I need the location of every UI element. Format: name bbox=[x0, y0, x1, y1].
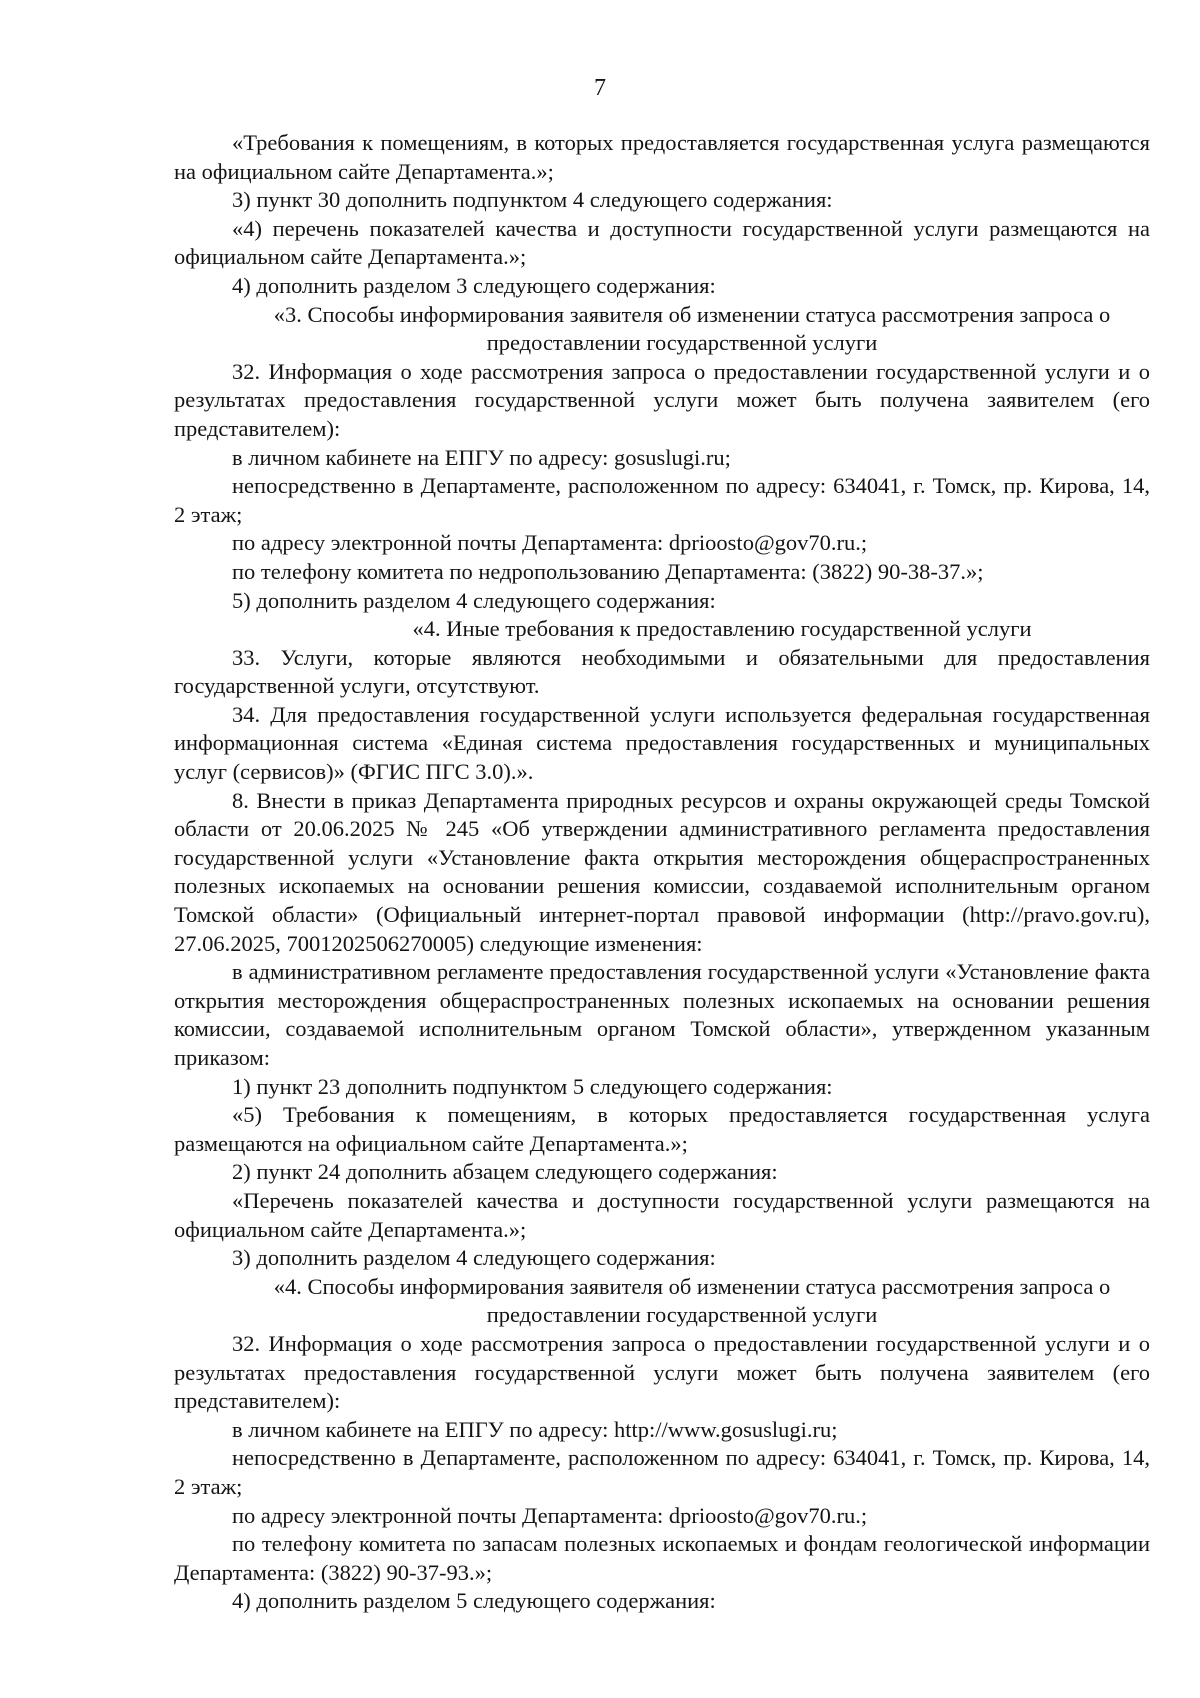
quote-quality-indicators: «4) перечень показателей качества и доступности государственной услуги размещаются на официальном сайте Департамента.»; bbox=[174, 215, 1150, 270]
epgu-cabinet: в личном кабинете на ЕПГУ по адресу: gosuslugi.ru; bbox=[232, 444, 731, 470]
department-email: по адресу электронной почты Департамента: dprioosto@gov70.ru.; bbox=[232, 530, 868, 556]
document-body bbox=[174, 129, 1150, 1616]
department-email-2: по адресу электронной почты Департамента: dprioosto@gov70.ru.; bbox=[232, 1502, 868, 1528]
department-phone-2: по телефону комитета по запасам полезных ископаемых и фондам геологической информации Департамента: (3822) 90-37-93.»; bbox=[174, 1531, 1150, 1585]
quote-premises-requirements-2: «5) Требования к помещениям, в которых предоставляется государственная услуга размещаются на официальном сайте Департамента.»; bbox=[174, 1102, 1150, 1156]
clause-32-info: 32. Информация о ходе рассмотрения запроса о предоставлении государственной услуги и о результатах предоставления государственной услуги может быть получена заявителем (его представителем): bbox=[174, 358, 1150, 441]
clause-32-info-2: 32. Информация о ходе рассмотрения запроса о предоставлении государственной услуги и о результатах предоставления государственной услуги может быть получена заявителем (его представителем): bbox=[174, 1330, 1150, 1414]
clause-34: 34. Для предоставления государственной услуги используется федеральная государственная информационная система «Единая система предоставления государственных и муниципальных услуг (сервисов)» (ФГИС ПГС 3.0).». bbox=[174, 701, 1150, 785]
sub-1-clause-23: 1) пункт 23 дополнить подпунктом 5 следующего содержания: bbox=[232, 1073, 833, 1099]
quote-quality-indicators-2: «Перечень показателей качества и доступности государственной услуги размещаются на официальном сайте Департамента.»; bbox=[174, 1187, 1150, 1242]
section-4b-heading-line-2: предоставлении государственной услуги bbox=[486, 1302, 878, 1328]
regulation-intro: в административном регламенте предоставления государственной услуги «Установление факта открытия месторождения общераспространенных полезных ископаемых на основании решения комиссии, создаваемой исполнительным органом Томской области», утвержденном указанным приказом: bbox=[174, 959, 1150, 1070]
section-3-heading-line-2: предоставлении государственной услуги bbox=[486, 330, 878, 356]
quote-premises-requirements: «Требования к помещениям, в которых предоставляется государственная услуга размещаются на официальном сайте Департамента.»; bbox=[174, 130, 1150, 184]
clause-33: 33. Услуги, которые являются необходимыми и обязательными для предоставления государственной услуги, отсутствуют. bbox=[174, 644, 1150, 699]
item-4-add-section-3: 4) дополнить разделом 3 следующего содержания: bbox=[232, 272, 716, 298]
section-4-heading: «4. Иные требования к предоставлению государственной услуги bbox=[412, 616, 1032, 642]
department-address: непосредственно в Департаменте, расположенном по адресу: 634041, г. Томск, пр. Кирова, 14, 2 этаж; bbox=[174, 473, 1150, 527]
item-3-clause-30: 3) пункт 30 дополнить подпунктом 4 следующего содержания: bbox=[232, 187, 833, 213]
sub-2-clause-24: 2) пункт 24 дополнить абзацем следующего содержания: bbox=[232, 1159, 778, 1185]
sub-3-add-section-4: 3) дополнить разделом 4 следующего содержания: bbox=[232, 1245, 716, 1271]
department-phone: по телефону комитета по недропользованию Департамента: (3822) 90-38-37.»; bbox=[232, 558, 984, 584]
section-3-heading-line-1: «3. Способы информирования заявителя об изменении статуса рассмотрения запроса о bbox=[273, 301, 1111, 327]
item-8-order-amendment: 8. Внести в приказ Департамента природных ресурсов и охраны окружающей среды Томской области от 20.06.2025 № 245 «Об утверждении административного регламента предоставления государственной услуги «Установление факта открытия месторождения общераспространенных полезных ископаемых на основании решения комиссии, создаваемой исполнительным органом Томской области» (Официальный интернет-портал правовой информации (http://pravo.gov.ru), 27.06.2025, 7001202506270005) следующие изменения: bbox=[174, 787, 1150, 956]
item-5-add-section-4: 5) дополнить разделом 4 следующего содержания: bbox=[232, 587, 716, 613]
sub-4-add-section-5: 4) дополнить разделом 5 следующего содержания: bbox=[232, 1588, 716, 1614]
page-number: 7 bbox=[594, 75, 606, 101]
epgu-cabinet-2: в личном кабинете на ЕПГУ по адресу: http://www.gosuslugi.ru; bbox=[232, 1416, 838, 1442]
department-address-2: непосредственно в Департаменте, расположенном по адресу: 634041, г. Томск, пр. Кирова, 14, 2 этаж; bbox=[174, 1445, 1150, 1499]
section-4b-heading-line-1: «4. Способы информирования заявителя об изменении статуса рассмотрения запроса о bbox=[273, 1273, 1111, 1299]
